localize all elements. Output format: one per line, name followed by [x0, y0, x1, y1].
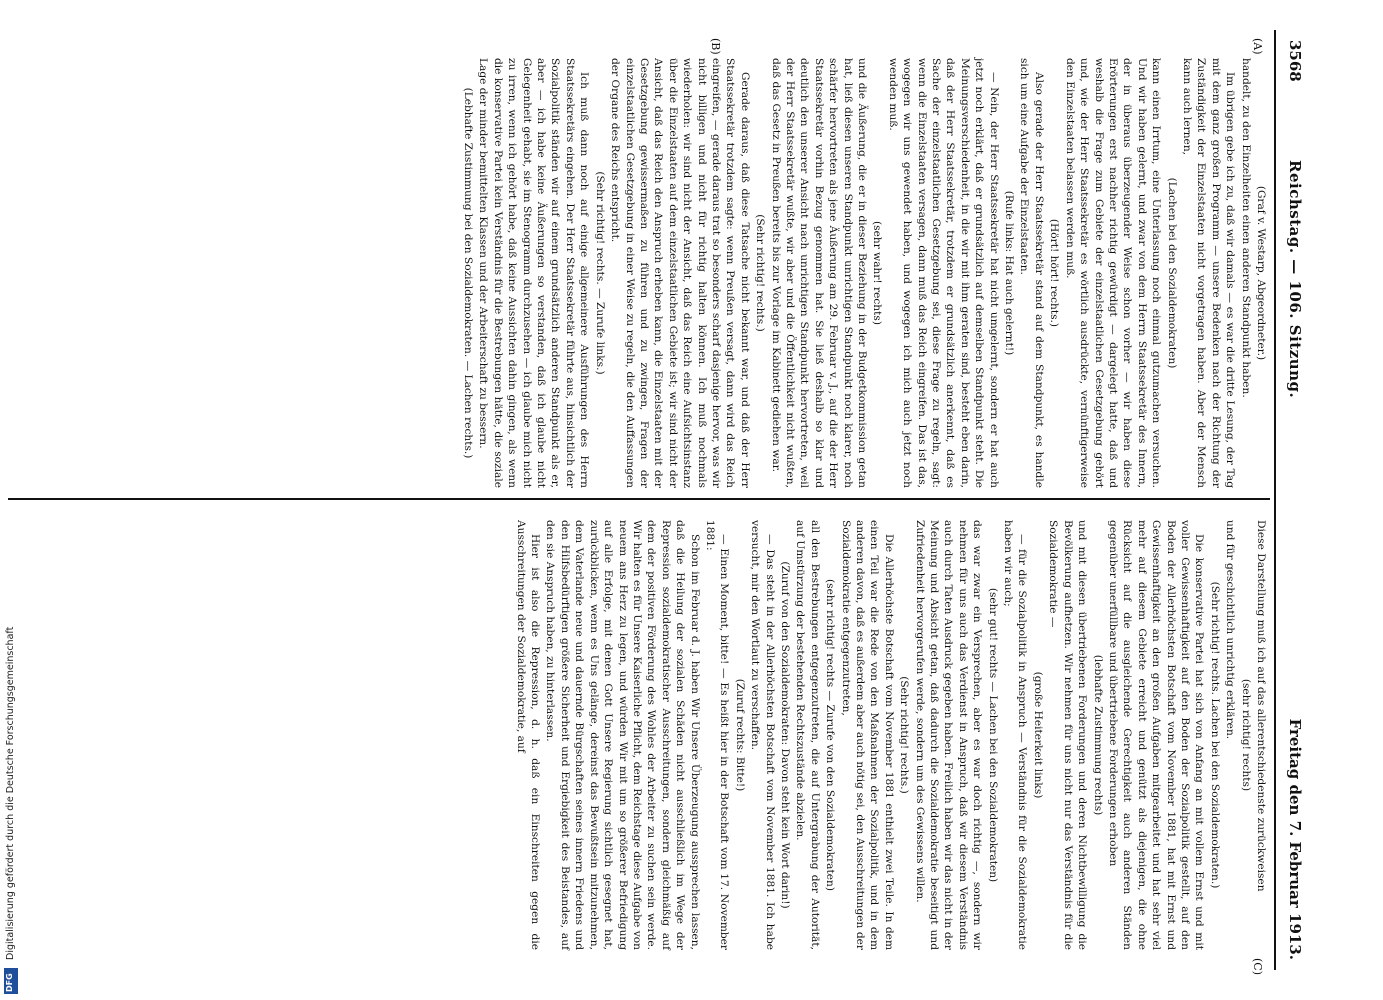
header-rule	[1274, 30, 1276, 970]
interjection: (lebhafte Zustimmung rechts)	[1091, 654, 1104, 816]
paragraph: Also gerade der Herr Staatssekretär stand auf dem Standpunkt, es handle sich um eine Aufgabe der Einzelstaaten.	[1018, 58, 1045, 488]
margin-mark-b: (B)	[709, 38, 722, 55]
paragraph: Gerade daraus, daß diese Tatsache nicht bekannt war, und daß der Herr Staatssekretär trotzdem sagte: wenn Preußen versagt, dann wird das Reich eingreifen, — gerade daraus trat so besonders scharf dasjenige hervor, was wir nicht billigen und nicht für richtig halten können. Ich muß nochmals wiederholen: wir sind nicht der Ansicht, daß das Reich eine Aufsichtsinstanz über die Einzelstaaten auf dem einzelstaatlichen Gebiete ist; wir sind nicht der Ansicht, daß das Reich den Anspruch erheben kann, die Einzelstaaten mit der Gesetzgebung gewissermaßen zu führen und zu zwingen, Fragen der einzelstaatlichen Gesetzgebung in einer Weise zu regeln, die den Auffassungen der Organe des Reichs entspricht.	[609, 58, 751, 488]
dfg-logo-text: DFG	[5, 973, 14, 992]
interjection: (sehr wahr! rechts)	[871, 221, 884, 325]
paragraph: all den Bestrebungen entgegenzutreten, die auf Untergrabung der Autorität, auf Umstürzung der bestehenden Rechtszustände abzielen.	[794, 520, 821, 950]
paragraph: handelt, zu den Einzelheiten einen anderen Standpunkt haben.	[1239, 58, 1252, 398]
page-header	[1274, 40, 1310, 960]
interjection: (Lebhafte Zustimmung bei den Sozialdemokraten. — Lachen rechts.)	[462, 87, 475, 459]
page-number: 3568	[1286, 40, 1304, 82]
interjection: (sehr gut! rechts — Lachen bei den Sozialdemokraten)	[986, 587, 999, 883]
margin-mark-c: (C)	[1251, 958, 1264, 975]
paragraph: — Nein, der Herr Staatssekretär hat nicht umgelernt, sondern er hat auch jetzt noch erklärt, daß er grundsätzlich auf demselben Standpunkt steht. Die Meinungsverschiedenheit, in die wir mit ihm geraten sind, besteht eben darin, daß der Herr Staatssekretär, trotzdem er grundsätzlich anerkennt, daß es Sache der einzelstaatlichen Gesetzgebung sei, diese Frage zu regeln, sagt: wenn die Einzelstaaten versagen, dann muß das Reich eingreifen. Das ist das, wogegen wir uns gewendet haben, und wogegen ich mich auch jetzt noch wenden muß.	[886, 58, 1000, 488]
paragraph: Hier ist also die Repression, d. h. daß ein Einschreiten gegen die Ausschreitungen der Sozialdemokratie, auf	[514, 520, 542, 950]
quotation: Schon im Februar d. J. haben Wir Unsere Überzeugung aussprechen lassen, daß die Heilung der sozialen Schäden nicht ausschließlich im Wege der Repression sozialdemokratischer Ausschreitungen, sondern gleichmäßig auf dem der positiven Förderung des Wohles der Arbeiter zu suchen sein werde. Wir halten es für Unsere Kaiserliche Pflicht, dem Reichstage diese Aufgabe von neuem ans Herz zu legen, und würden Wir mit um so größerer Befriedigung auf alle Erfolge, mit denen Gott Unsere Regierung sichtlich gesegnet hat, zurückblicken, wenn es Uns gelänge, dereinst das Bewußtsein mitzunehmen, dem Vaterlande neue und dauernde Bürgschaften seines innern Friedens und den Hilfsbedürftigen größere Sicherheit und Ergiebigkeit des Beistandes, auf den sie Anspruch haben, zu hinterlassen.	[544, 520, 701, 950]
right-column	[512, 520, 1268, 950]
interjection: (Hört! hört! rechts.)	[1048, 218, 1061, 328]
interjection: (Zuruf rechts: Bitte!)	[733, 678, 746, 792]
paragraph: Im übrigen gebe ich zu, daß wir damals — es war die dritte Lesung, der Tag mit dem ganz großen Programm — unsere Bedenken nach der Richtung der Zuständigkeit der Einzelstaaten nicht vorgetragen haben. Aber der Mensch kann auch lernen,	[1180, 58, 1237, 488]
interjection: (sehr richtig! rechts — Zurufe von den Sozialdemokraten)	[824, 579, 837, 891]
paragraph: Die Allerhöchste Botschaft vom November 1881 enthielt zwei Teile. In dem einen Teil war die Rede von den Maßnahmen der Sozialpolitik, und in dem anderen davon, daß es außerdem aber auch nötig sei, den Ausschreitungen der Sozialdemokratie entgegenzutreten,	[839, 520, 895, 950]
paragraph: kann einen Irrtum, eine Unterlassung noch einmal gutzumachen versuchen. Und wir haben gelernt, und zwar von dem Herrn Staatssekretär des Innern, der in überaus überzeugender Weise schon vorher — wir haben diese Erörterungen erst nachher richtig gewürdigt — dargelegt hatte, daß und weshalb die Frage zum Gebiete der einzelstaatlichen Gesetzgebung gehört und, wie der Herr Staatssekretär es wörtlich ausdrückte, vernünftigerweise den Einzelstaaten belassen werden muß.	[1063, 58, 1163, 488]
interjection: (Zuruf von den Sozialdemokraten: Davon steht kein Wort darin!)	[779, 561, 791, 909]
interjection: (sehr richtig! rechts)	[1239, 678, 1252, 792]
interjection: (Sehr richtig! rechts. — Zurufe links.)	[593, 171, 606, 375]
interjection: (Lachen bei den Sozialdemokraten)	[1165, 177, 1178, 369]
interjection: (große Heiterkeit links)	[1031, 671, 1044, 799]
interjection: (Sehr richtig! rechts.)	[898, 676, 911, 794]
paragraph: und für geschichtlich unrichtig erklären.	[1224, 520, 1237, 740]
margin-mark-a: (A)	[1251, 38, 1264, 55]
left-column	[460, 58, 1268, 488]
paragraph: das war zwar ein Versprechen, aber es war doch richtig —, sondern wir nehmen für uns auch das Verdienst in Anspruch, daß wir diesem Verständnis auch durch Taten Ausdruck gegeben haben. Freilich haben wir das nicht in der Meinung und Absicht getan, daß dadurch die Sozialdemokratie beseitigt und Zufriedenheit hervorgerufen werde, sondern um des Gewissens willen.	[913, 520, 984, 950]
session-title: Reichstag. — 106. Sitzung.	[1286, 160, 1304, 399]
digitization-footer	[4, 600, 20, 996]
paragraph: — Das steht in der Allerhöchsten Botschaft vom November 1881. Ich habe versucht, mir den Wortlaut zu verschaffen.	[749, 520, 776, 950]
dfg-logo	[4, 968, 18, 994]
paragraph: und die Äußerung, die er in dieser Beziehung in der Budgetkommission getan hat, ließ diesen unseren Standpunkt unrichtigen Standpunkt noch klarer, noch schärfer hervortreten als jene Äußerung am 29. Februar v. J., auf die der Herr Staatssekretär vorhin Bezug genommen hat. Sie ließ deshalb so klar und deutlich den unserer Ansicht nach unrichtigen Standpunkt hervortreten, weil der Herr Staatssekretär wußte, wir aber und die Öffentlichkeit nicht wußten, daß das Gesetz in Preußen bereits bis zur Vorlage im Kabinett gediehen war.	[769, 58, 869, 488]
interjection: (Sehr richtig! rechts.)	[754, 214, 767, 332]
interjection: (Rufe links: Hat auch gelernt!)	[1003, 190, 1016, 356]
speaker-line: (Graf v. Westarp, Abgeordneter.)	[1255, 185, 1267, 361]
paragraph: — Einen Moment, bitte! — Es heißt hier in der Botschaft vom 17. November 1881:	[703, 520, 731, 950]
session-date: Freitag den 7. Februar 1913.	[1286, 718, 1304, 960]
paragraph: Diese Darstellung muß ich auf das allerentschiedenste zurückweisen	[1255, 520, 1267, 892]
digitization-note: Digitalisierung gefördert durch die Deutsche Forschungsgemeinschaft	[5, 626, 16, 960]
interjection: (Sehr richtig! rechts. Lachen bei den Sozialdemokraten.)	[1208, 581, 1221, 889]
paragraph: Die konservative Partei hat sich von Anfang an mit vollem Ernst und mit voller Gewissenhaftigkeit auf den Boden der Sozialpolitik gestellt, auf den Boden der Allerhöchsten Botschaft vom November 1881, hat mit Ernst und Gewissenhaftigkeit an den großen Aufgaben mitgearbeitet und hat sehr viel mehr auf diesem Gebiete erreicht und genützt als diejenigen, die ohne Rücksicht auf die ausgleichende Gerechtigkeit auch anderen Ständen gegenüber unerfüllbare und übertriebene Forderungen erhoben	[1106, 520, 1206, 950]
column-divider	[8, 498, 1270, 500]
paragraph: Ich muß dann noch auf einige allgemeinere Ausführungen des Herrn Staatssekretärs eingehen. Der Herr Staatssekretär führte aus, hinsichtlich der Sozialpolitik ständen wir auf einem grundsätzlich anderen Standpunkt als er, aber — ich habe keine Äußerungen so verstanden, daß ich glaube nicht Gelegenheit gehabt, sie im Stenogramm durchzusehen — ich glaube mich nicht zu irren, wenn ich gehört habe, daß keine Aussichten dahin gingen, als wenn die konservative Partei kein Verständnis für die Bestrebungen hätte, die soziale Lage der minder bemittelten Klassen und der Arbeiterschaft zu bessern.	[477, 58, 591, 488]
paragraph: und mit diesen übertriebenen Forderungen und deren Nichtbewilligung die Bevölkerung aufhetzen. Wir nehmen für uns nicht nur das Verständnis für die Sozialdemokratie —	[1047, 520, 1089, 950]
paragraph: — für die Sozialpolitik in Anspruch — Verständnis für die Sozialdemokratie haben wir auch;	[1002, 520, 1029, 950]
